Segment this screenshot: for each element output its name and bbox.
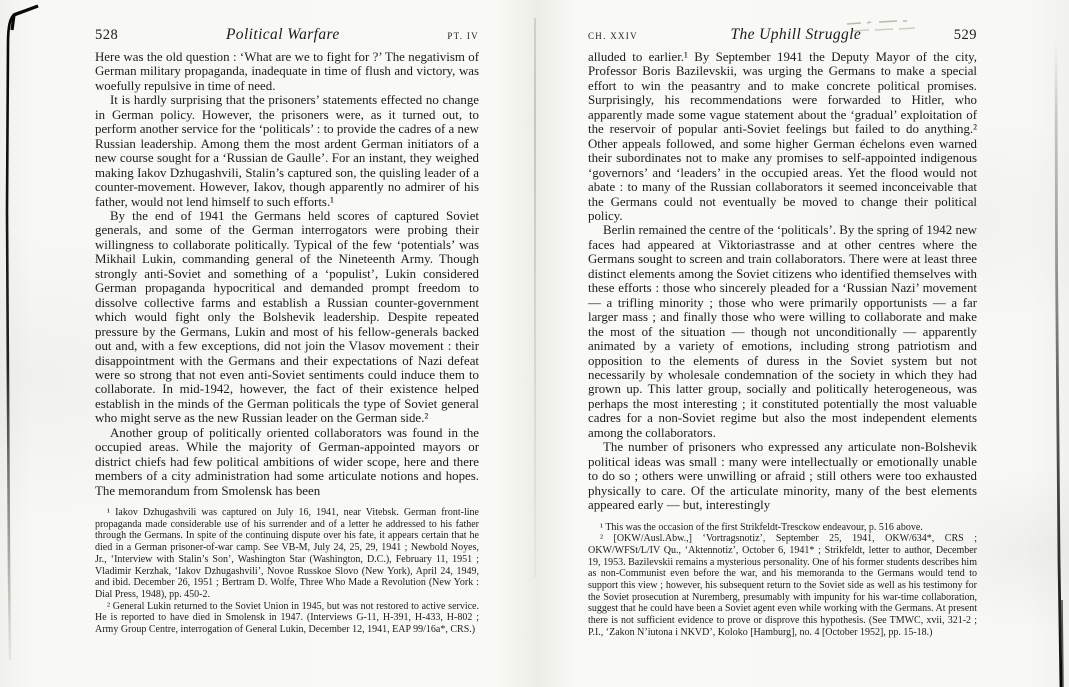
left-page-footnotes xyxy=(95,507,479,636)
page-edge-artifact-right xyxy=(1049,0,1069,687)
right-page-body xyxy=(588,50,977,513)
paragraph: It is hardly surprising that the prisoners’ statements effected no change in German policy. However, the prisoners were, as it turned out, to perform another service for the ‘politicals’ : to provide the cadres of a new Russian leadership. Among them the most ardent German initiators of a new course sought for a ‘Russian de Gaulle’. For an instant, they weighed making Iakov Dzhugashvili, Stalin’s captured son, the quisling leader of a counter-movement. However, Iakov, though apparently no admirer of his father, would not lend himself to such efforts.¹ xyxy=(95,93,479,209)
footnote: ¹ This was the occasion of the first Strikfeldt-Tresckow endeavour, p. 516 above. xyxy=(600,521,923,533)
paragraph: alluded to earlier.¹ By September 1941 the Deputy Mayor of the city, Professor Boris Bazilevskii, was urging the Germans to make a special effort to win the peasantry and to make concrete political promises. Surprisingly, his recommendations were forwarded to Hitler, who apparently made some vague statement about the ‘gradual’ exploitation of the reservoir of popular anti-Soviet feelings but failed to do anything.² Other appeals followed, and some higher German échelons even warned their subordinates not to make any promises to self-appointed indigenous ‘governors’ and ‘leaders’ in the occupied areas. Yet the flood would not abate : to many of the Russian collaborators it seemed inconceivable that the Germans could not eventually be moved to change their political policy. xyxy=(588,50,977,223)
part-label: PT. IV xyxy=(447,31,479,41)
right-page-footnotes xyxy=(588,522,977,639)
right-page-header xyxy=(588,26,977,44)
page-number-right: 529 xyxy=(953,27,977,43)
paragraph: The number of prisoners who expressed any articulate non-Bolshevik political ideas was small : many were intellectually or emotionally unable to do so ; others were unwilling or afraid ; still others were too exhausted physically to care. Of the articulate minority, many of the best elements appeared early — but, interestingly xyxy=(588,440,977,513)
footnote: ² General Lukin returned to the Soviet Union in 1945, but was not restored to active service. He is reported to have died in Smolensk in 1947. (Interviews G-11, H-391, H-433, H-802 ; Army Group Centre, interrogation of General Lukin, December 12, 1941, EAP 99/16a*, CRS.) xyxy=(95,600,479,636)
left-page-header xyxy=(95,26,479,44)
paragraph: Here was the old question : ‘What are we to fight for ?’ The negativism of German military propaganda, inadequate in time of flush and victory, was woefully repulsive in time of need. xyxy=(95,50,479,93)
paragraph: Berlin remained the centre of the ‘politicals’. By the spring of 1942 new faces had appeared at Viktoriastrasse and at other centres where the Germans sought to screen and train collaborators. There were at least three distinct elements among the Soviet citizens who identified themselves with these efforts : those who sincerely pleaded for a ‘Russian Nazi’ movement — a trifling minority ; those who were primarily opportunists — a far larger mass ; and finally those who were willing to collaborate and make the most of the situation — though not unconditionally — apparently animated by a variety of emotions, including strong patriotism and opposition to the elements of duress in the Soviet system but not necessarily by wholesale condemnation of the society in which they had grown up. This latter group, socially and politically heterogeneous, was perhaps the most interesting ; it constituted potentially the most valuable cadres for a non-Soviet regime but also the most independent elements among the collaborators. xyxy=(588,223,977,440)
chapter-label: CH. XXIV xyxy=(588,31,638,41)
gutter-shadow xyxy=(534,18,536,578)
running-title-left: Political Warfare xyxy=(225,26,340,43)
running-title-right: The Uphill Struggle xyxy=(730,26,862,43)
page-number-left: 528 xyxy=(95,27,119,43)
paragraph: Another group of politically oriented collaborators was found in the occupied areas. While the majority of German-appointed mayors or district chiefs had few political ambitions of wider scope, here and there members of a city administration had some articulate notions and hopes. The memorandum from Smolensk has been xyxy=(95,425,479,498)
footnote: ¹ Iakov Dzhugashvili was captured on July 16, 1941, near Vitebsk. German front-line propaganda made considerable use of his surrender and of a letter he addressed to his father through the Germans. In spite of the continuing dispute over his fate, it appears certain that he died in a German prisoner-of-war camp. See VB-M, July 24, 25, 29, 1941 ; Newbold Noyes, Jr., ‘Interview with Stalin’s Son’, Washington Star (Washington, D.C.), February 11, 1951 ; Vladimir Kerzhak, ‘Iakov Dzhugashvili’, Novoe Russkoe Slovo (New York), April 24, 1949, and ibid. December 26, 1951 ; Bertram D. Wolfe, Three Who Made a Revolution (New York : Dial Press, 1948), pp. 450-2. xyxy=(95,507,479,600)
left-page-body xyxy=(95,50,479,498)
page-edge-artifact-left xyxy=(0,0,50,687)
page-right xyxy=(588,26,977,683)
footnote: ² [OKW/Ausl.Abw.,] ‘Vortragsnotiz’, September 25, 1941, OKW/634*, CRS ; OKW/WFSt/L/IV Qu., ‘Aktennotiz’, October 6, 1941* ; Strikfeldt, letter to author, December 19, 1953. Bazilevskii remains a mysterious personality. One of his former students describes him as non-Communist even before the war, and his memoranda to the Germans would tend to support this view ; however, his subsequent return to the Soviet side as well as his testimony for the Soviet prosecution at Nuremberg, presumably with impunity for his war-time collaboration, suggest that he could have been a Soviet agent even while working with the Germans. At present there is not sufficient evidence to prove or disprove this hypothesis. (See TMWC, xvii, 321-2 ; P.I., ‘Zakon N’iutona i NKVD’, Koloko [Hamburg], no. 4 [October 1952], pp. 15-18.) xyxy=(588,533,977,638)
paragraph: By the end of 1941 the Germans held scores of captured Soviet generals, and some of the German interrogators were probing their willingness to collaborate politically. Typical of the few ‘potentials’ was Mikhail Lukin, commanding general of the Nineteenth Army. Though strongly anti-Soviet and something of a ‘populist’, Lukin considered German propaganda hypocritical and demanded prompt freedom to dissolve collective farms and establish a Russian counter-government which would fight only the Bolshevik leadership. Despite repeated pressure by the Germans, Lukin and most of his fellow-generals backed out and, with a few exceptions, did not join the Vlasov movement : their disappointment with the Germans and their expectations of Nazi defeat were so strong that not even anti-Soviet sentiments could induce them to collaborate. In mid-1942, however, the fact of their existence helped establish in the minds of the German politicals the type of Soviet general who might serve as the new Russian leader on the German side.² xyxy=(95,208,479,426)
page-left xyxy=(95,26,479,683)
